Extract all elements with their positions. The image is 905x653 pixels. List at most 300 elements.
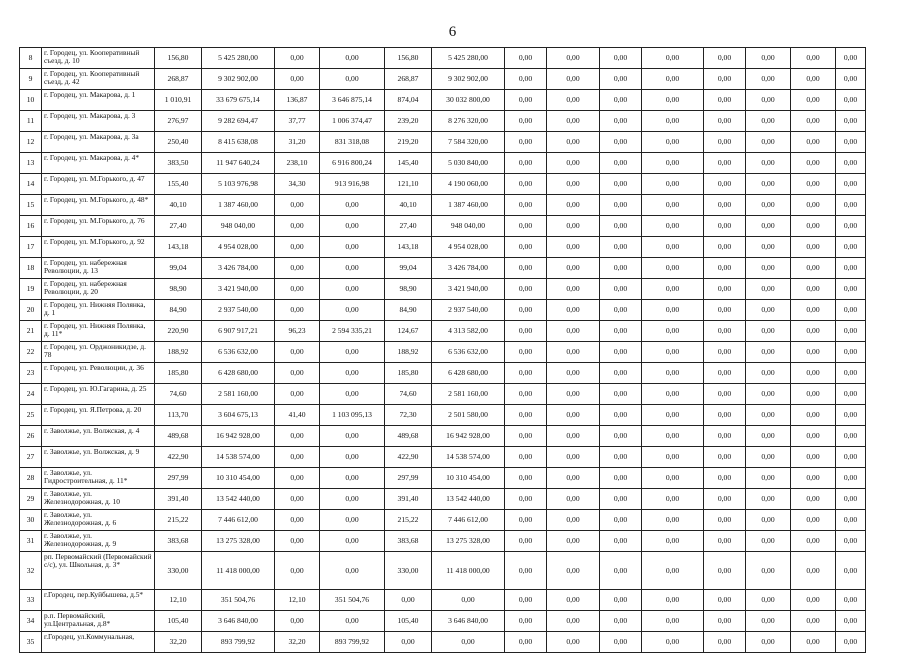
- address-cell: г. Городец, ул. М.Горького, д. 48*: [42, 195, 155, 216]
- value-cell: 0,00: [547, 111, 600, 132]
- value-cell: 6 907 917,21: [202, 321, 275, 342]
- value-cell: 0,00: [547, 90, 600, 111]
- value-cell: 0,00: [600, 447, 642, 468]
- value-cell: 4 954 028,00: [432, 237, 505, 258]
- value-cell: 9 282 694,47: [202, 111, 275, 132]
- value-cell: 0,00: [704, 321, 746, 342]
- value-cell: 0,00: [746, 258, 791, 279]
- value-cell: 0,00: [836, 132, 866, 153]
- page-number: 6: [448, 24, 457, 40]
- value-cell: 268,87: [385, 69, 432, 90]
- value-cell: 489,68: [155, 426, 202, 447]
- value-cell: 0,00: [505, 611, 547, 632]
- address-cell: г. Заволжье, ул. Железнодорожная, д. 10: [42, 489, 155, 510]
- value-cell: 1 010,91: [155, 90, 202, 111]
- value-cell: 0,00: [791, 489, 836, 510]
- table-row: [20, 195, 866, 216]
- value-cell: 40,10: [155, 195, 202, 216]
- value-cell: 0,00: [836, 632, 866, 653]
- row-number: 25: [20, 405, 42, 426]
- value-cell: 0,00: [791, 321, 836, 342]
- address-cell: рп. Первомайский (Первомайский с/с), ул. Школьная, д. 3*: [42, 552, 155, 590]
- value-cell: 0,00: [642, 321, 704, 342]
- address-cell: г. Городец, ул. Орджоникидзе, д. 78: [42, 342, 155, 363]
- value-cell: 0,00: [505, 342, 547, 363]
- address-cell: г. Городец, ул. Ю.Гагарина, д. 25: [42, 384, 155, 405]
- value-cell: 0,00: [505, 279, 547, 300]
- row-number: 29: [20, 489, 42, 510]
- value-cell: 0,00: [704, 111, 746, 132]
- value-cell: 0,00: [505, 590, 547, 611]
- value-cell: 0,00: [320, 384, 385, 405]
- value-cell: 239,20: [385, 111, 432, 132]
- value-cell: 30 032 800,00: [432, 90, 505, 111]
- value-cell: 0,00: [275, 510, 320, 531]
- value-cell: 3 646 840,00: [432, 611, 505, 632]
- value-cell: 0,00: [600, 48, 642, 69]
- value-cell: 0,00: [320, 216, 385, 237]
- value-cell: 0,00: [320, 195, 385, 216]
- value-cell: 0,00: [505, 510, 547, 531]
- value-cell: 0,00: [704, 405, 746, 426]
- value-cell: 5 030 840,00: [432, 153, 505, 174]
- value-cell: 422,90: [385, 447, 432, 468]
- value-cell: 0,00: [547, 237, 600, 258]
- value-cell: 0,00: [505, 216, 547, 237]
- value-cell: 0,00: [320, 447, 385, 468]
- value-cell: 13 542 440,00: [202, 489, 275, 510]
- value-cell: 0,00: [320, 489, 385, 510]
- value-cell: 0,00: [320, 279, 385, 300]
- value-cell: 0,00: [746, 632, 791, 653]
- value-cell: 156,80: [155, 48, 202, 69]
- value-cell: 0,00: [600, 552, 642, 590]
- address-cell: г. Городец, ул. М.Горького, д. 76: [42, 216, 155, 237]
- value-cell: 351 504,76: [320, 590, 385, 611]
- value-cell: 0,00: [746, 447, 791, 468]
- value-cell: 0,00: [642, 363, 704, 384]
- value-cell: 0,00: [547, 69, 600, 90]
- value-cell: 0,00: [746, 552, 791, 590]
- value-cell: 0,00: [791, 468, 836, 489]
- value-cell: 31,20: [275, 132, 320, 153]
- value-cell: 0,00: [505, 363, 547, 384]
- value-cell: 0,00: [836, 237, 866, 258]
- table-row: [20, 321, 866, 342]
- value-cell: 0,00: [320, 300, 385, 321]
- value-cell: 0,00: [275, 69, 320, 90]
- value-cell: 0,00: [600, 531, 642, 552]
- value-cell: 13 542 440,00: [432, 489, 505, 510]
- value-cell: 220,90: [155, 321, 202, 342]
- value-cell: 874,04: [385, 90, 432, 111]
- value-cell: 0,00: [836, 321, 866, 342]
- value-cell: 0,00: [505, 384, 547, 405]
- value-cell: 98,90: [155, 279, 202, 300]
- row-number: 31: [20, 531, 42, 552]
- value-cell: 6 916 800,24: [320, 153, 385, 174]
- value-cell: 383,50: [155, 153, 202, 174]
- value-cell: 6 536 632,00: [432, 342, 505, 363]
- value-cell: 0,00: [704, 174, 746, 195]
- value-cell: 250,40: [155, 132, 202, 153]
- table-row: [20, 510, 866, 531]
- value-cell: 12,10: [275, 590, 320, 611]
- value-cell: 0,00: [275, 237, 320, 258]
- value-cell: 489,68: [385, 426, 432, 447]
- value-cell: 0,00: [746, 69, 791, 90]
- address-cell: г. Заволжье, ул. Волжская, д. 4: [42, 426, 155, 447]
- value-cell: 0,00: [600, 342, 642, 363]
- row-number: 22: [20, 342, 42, 363]
- value-cell: 0,00: [275, 48, 320, 69]
- row-number: 26: [20, 426, 42, 447]
- table-row: [20, 132, 866, 153]
- value-cell: 0,00: [704, 552, 746, 590]
- value-cell: 0,00: [600, 258, 642, 279]
- value-cell: 0,00: [600, 300, 642, 321]
- row-number: 10: [20, 90, 42, 111]
- value-cell: 0,00: [704, 90, 746, 111]
- value-cell: 11 418 000,00: [432, 552, 505, 590]
- address-cell: г. Городец, ул. Макарова, д. 3: [42, 111, 155, 132]
- value-cell: 0,00: [836, 552, 866, 590]
- value-cell: 6 428 680,00: [202, 363, 275, 384]
- value-cell: 0,00: [704, 342, 746, 363]
- value-cell: 16 942 928,00: [432, 426, 505, 447]
- row-number: 12: [20, 132, 42, 153]
- row-number: 24: [20, 384, 42, 405]
- value-cell: 8 276 320,00: [432, 111, 505, 132]
- row-number: 23: [20, 363, 42, 384]
- value-cell: 143,18: [385, 237, 432, 258]
- address-cell: г. Городец, ул. Нижняя Полянка, д. 1: [42, 300, 155, 321]
- value-cell: 0,00: [547, 321, 600, 342]
- value-cell: 3 646 875,14: [320, 90, 385, 111]
- row-number: 30: [20, 510, 42, 531]
- value-cell: 96,23: [275, 321, 320, 342]
- value-cell: 27,40: [385, 216, 432, 237]
- value-cell: 0,00: [642, 153, 704, 174]
- value-cell: 0,00: [505, 258, 547, 279]
- value-cell: 0,00: [746, 111, 791, 132]
- value-cell: 0,00: [836, 611, 866, 632]
- value-cell: 0,00: [746, 363, 791, 384]
- address-cell: г. Заволжье, ул. Железнодорожная, д. 9: [42, 531, 155, 552]
- value-cell: 0,00: [836, 174, 866, 195]
- value-cell: 0,00: [505, 153, 547, 174]
- value-cell: 0,00: [746, 611, 791, 632]
- value-cell: 215,22: [155, 510, 202, 531]
- value-cell: 0,00: [275, 258, 320, 279]
- value-cell: 13 275 328,00: [202, 531, 275, 552]
- value-cell: 41,40: [275, 405, 320, 426]
- value-cell: 7 446 612,00: [202, 510, 275, 531]
- value-cell: 0,00: [746, 90, 791, 111]
- address-cell: г. Городец, ул. М.Горького, д. 47: [42, 174, 155, 195]
- value-cell: 391,40: [155, 489, 202, 510]
- value-cell: 0,00: [704, 258, 746, 279]
- address-cell: г. Городец, ул. Революции, д. 36: [42, 363, 155, 384]
- value-cell: 3 426 784,00: [202, 258, 275, 279]
- value-cell: 0,00: [642, 132, 704, 153]
- value-cell: 0,00: [746, 531, 791, 552]
- value-cell: 0,00: [275, 363, 320, 384]
- value-cell: 0,00: [704, 69, 746, 90]
- value-cell: 105,40: [385, 611, 432, 632]
- value-cell: 7 446 612,00: [432, 510, 505, 531]
- value-cell: 1 006 374,47: [320, 111, 385, 132]
- value-cell: 0,00: [746, 48, 791, 69]
- table-row: [20, 153, 866, 174]
- value-cell: 10 310 454,00: [432, 468, 505, 489]
- value-cell: 0,00: [275, 216, 320, 237]
- value-cell: 0,00: [746, 195, 791, 216]
- value-cell: 0,00: [746, 342, 791, 363]
- table-row: [20, 426, 866, 447]
- value-cell: 145,40: [385, 153, 432, 174]
- value-cell: 0,00: [320, 48, 385, 69]
- value-cell: 0,00: [275, 489, 320, 510]
- value-cell: 0,00: [836, 153, 866, 174]
- value-cell: 0,00: [642, 216, 704, 237]
- value-cell: 0,00: [791, 279, 836, 300]
- value-cell: 0,00: [547, 342, 600, 363]
- value-cell: 0,00: [836, 279, 866, 300]
- address-cell: г. Городец, ул. М.Горького, д. 92: [42, 237, 155, 258]
- value-cell: 0,00: [836, 489, 866, 510]
- value-cell: 0,00: [836, 384, 866, 405]
- table-row: [20, 384, 866, 405]
- value-cell: 0,00: [704, 510, 746, 531]
- value-cell: 0,00: [791, 590, 836, 611]
- value-cell: 0,00: [791, 90, 836, 111]
- row-number: 9: [20, 69, 42, 90]
- address-cell: г. Заволжье, ул. Гидростроительная, д. 11*: [42, 468, 155, 489]
- row-number: 8: [20, 48, 42, 69]
- value-cell: 0,00: [320, 237, 385, 258]
- value-cell: 0,00: [275, 531, 320, 552]
- value-cell: 0,00: [642, 632, 704, 653]
- row-number: 13: [20, 153, 42, 174]
- value-cell: 0,00: [704, 48, 746, 69]
- value-cell: 0,00: [791, 132, 836, 153]
- value-cell: 0,00: [547, 405, 600, 426]
- value-cell: 422,90: [155, 447, 202, 468]
- table-row: [20, 69, 866, 90]
- table-row: [20, 90, 866, 111]
- value-cell: 113,70: [155, 405, 202, 426]
- value-cell: 0,00: [547, 258, 600, 279]
- value-cell: 0,00: [642, 237, 704, 258]
- value-cell: 0,00: [791, 384, 836, 405]
- value-cell: 0,00: [547, 590, 600, 611]
- address-cell: г. Городец, ул. набережная Революции, д. 13: [42, 258, 155, 279]
- value-cell: 0,00: [746, 489, 791, 510]
- value-cell: 0,00: [547, 132, 600, 153]
- value-cell: 0,00: [600, 69, 642, 90]
- value-cell: 0,00: [791, 552, 836, 590]
- value-cell: 0,00: [836, 590, 866, 611]
- table-row: [20, 363, 866, 384]
- value-cell: 0,00: [505, 321, 547, 342]
- value-cell: 0,00: [547, 300, 600, 321]
- value-cell: 913 916,98: [320, 174, 385, 195]
- value-cell: 0,00: [600, 468, 642, 489]
- value-cell: 3 646 840,00: [202, 611, 275, 632]
- value-cell: 0,00: [275, 342, 320, 363]
- value-cell: 0,00: [642, 258, 704, 279]
- value-cell: 0,00: [600, 279, 642, 300]
- value-cell: 0,00: [704, 153, 746, 174]
- table-row: [20, 405, 866, 426]
- value-cell: 0,00: [320, 69, 385, 90]
- value-cell: 0,00: [600, 510, 642, 531]
- value-cell: 0,00: [600, 632, 642, 653]
- value-cell: 0,00: [600, 611, 642, 632]
- table-row: [20, 611, 866, 632]
- value-cell: 0,00: [547, 153, 600, 174]
- value-cell: 0,00: [836, 216, 866, 237]
- value-cell: 0,00: [836, 69, 866, 90]
- value-cell: 188,92: [385, 342, 432, 363]
- value-cell: 0,00: [642, 195, 704, 216]
- value-cell: 0,00: [836, 531, 866, 552]
- value-cell: 0,00: [791, 510, 836, 531]
- value-cell: 0,00: [642, 69, 704, 90]
- value-cell: 0,00: [505, 195, 547, 216]
- value-cell: 0,00: [704, 632, 746, 653]
- value-cell: 34,30: [275, 174, 320, 195]
- value-cell: 0,00: [836, 405, 866, 426]
- value-cell: 7 584 320,00: [432, 132, 505, 153]
- value-cell: 0,00: [836, 195, 866, 216]
- value-cell: 0,00: [320, 531, 385, 552]
- value-cell: 0,00: [704, 363, 746, 384]
- address-cell: г. Городец, ул. Кооперативный съезд, д. 10: [42, 48, 155, 69]
- value-cell: 155,40: [155, 174, 202, 195]
- value-cell: 2 501 580,00: [432, 405, 505, 426]
- value-cell: 215,22: [385, 510, 432, 531]
- value-cell: 99,04: [385, 258, 432, 279]
- address-cell: г. Городец, ул. Я.Петрова, д. 20: [42, 405, 155, 426]
- value-cell: 121,10: [385, 174, 432, 195]
- value-cell: 16 942 928,00: [202, 426, 275, 447]
- value-cell: 4 954 028,00: [202, 237, 275, 258]
- table-row: [20, 237, 866, 258]
- value-cell: 0,00: [320, 342, 385, 363]
- value-cell: 893 799,92: [320, 632, 385, 653]
- value-cell: 0,00: [547, 552, 600, 590]
- value-cell: 13 275 328,00: [432, 531, 505, 552]
- row-number: 16: [20, 216, 42, 237]
- value-cell: 0,00: [505, 489, 547, 510]
- value-cell: 297,99: [385, 468, 432, 489]
- value-cell: 330,00: [385, 552, 432, 590]
- row-number: 18: [20, 258, 42, 279]
- value-cell: 0,00: [791, 174, 836, 195]
- value-cell: 5 425 280,00: [202, 48, 275, 69]
- row-number: 33: [20, 590, 42, 611]
- value-cell: 0,00: [642, 552, 704, 590]
- value-cell: 3 421 940,00: [432, 279, 505, 300]
- row-number: 14: [20, 174, 42, 195]
- value-cell: 0,00: [642, 384, 704, 405]
- value-cell: 0,00: [836, 111, 866, 132]
- value-cell: 330,00: [155, 552, 202, 590]
- value-cell: 12,10: [155, 590, 202, 611]
- value-cell: 0,00: [505, 237, 547, 258]
- value-cell: 0,00: [600, 195, 642, 216]
- value-cell: 74,60: [385, 384, 432, 405]
- value-cell: 0,00: [505, 90, 547, 111]
- value-cell: 27,40: [155, 216, 202, 237]
- value-cell: 0,00: [505, 300, 547, 321]
- value-cell: 0,00: [547, 384, 600, 405]
- value-cell: 0,00: [746, 405, 791, 426]
- value-cell: 2 581 160,00: [202, 384, 275, 405]
- value-cell: 268,87: [155, 69, 202, 90]
- data-table: [19, 47, 866, 653]
- value-cell: 0,00: [642, 468, 704, 489]
- value-cell: 74,60: [155, 384, 202, 405]
- address-cell: г.Городец, ул.Коммунальная,: [42, 632, 155, 653]
- value-cell: 0,00: [791, 48, 836, 69]
- value-cell: 0,00: [547, 632, 600, 653]
- value-cell: 0,00: [320, 363, 385, 384]
- value-cell: 5 103 976,98: [202, 174, 275, 195]
- value-cell: 0,00: [547, 447, 600, 468]
- value-cell: 391,40: [385, 489, 432, 510]
- value-cell: 1 387 460,00: [202, 195, 275, 216]
- row-number: 35: [20, 632, 42, 653]
- value-cell: 0,00: [746, 279, 791, 300]
- value-cell: 0,00: [836, 447, 866, 468]
- value-cell: 0,00: [275, 552, 320, 590]
- value-cell: 3 604 675,13: [202, 405, 275, 426]
- value-cell: 297,99: [155, 468, 202, 489]
- value-cell: 0,00: [836, 90, 866, 111]
- value-cell: 948 040,00: [202, 216, 275, 237]
- value-cell: 11 947 640,24: [202, 153, 275, 174]
- value-cell: 2 937 540,00: [202, 300, 275, 321]
- value-cell: 4 190 060,00: [432, 174, 505, 195]
- value-cell: 0,00: [791, 237, 836, 258]
- table-row: [20, 590, 866, 611]
- value-cell: 0,00: [746, 321, 791, 342]
- value-cell: 0,00: [505, 174, 547, 195]
- value-cell: 0,00: [432, 632, 505, 653]
- value-cell: 831 318,08: [320, 132, 385, 153]
- value-cell: 0,00: [836, 510, 866, 531]
- value-cell: 124,67: [385, 321, 432, 342]
- value-cell: 383,68: [155, 531, 202, 552]
- value-cell: 0,00: [642, 48, 704, 69]
- value-cell: 0,00: [547, 468, 600, 489]
- value-cell: 0,00: [547, 48, 600, 69]
- value-cell: 10 310 454,00: [202, 468, 275, 489]
- row-number: 28: [20, 468, 42, 489]
- value-cell: 0,00: [600, 426, 642, 447]
- value-cell: 3 421 940,00: [202, 279, 275, 300]
- value-cell: 0,00: [642, 447, 704, 468]
- value-cell: 0,00: [505, 69, 547, 90]
- value-cell: 0,00: [791, 300, 836, 321]
- value-cell: 0,00: [275, 279, 320, 300]
- value-cell: 0,00: [704, 384, 746, 405]
- value-cell: 0,00: [836, 468, 866, 489]
- row-number: 11: [20, 111, 42, 132]
